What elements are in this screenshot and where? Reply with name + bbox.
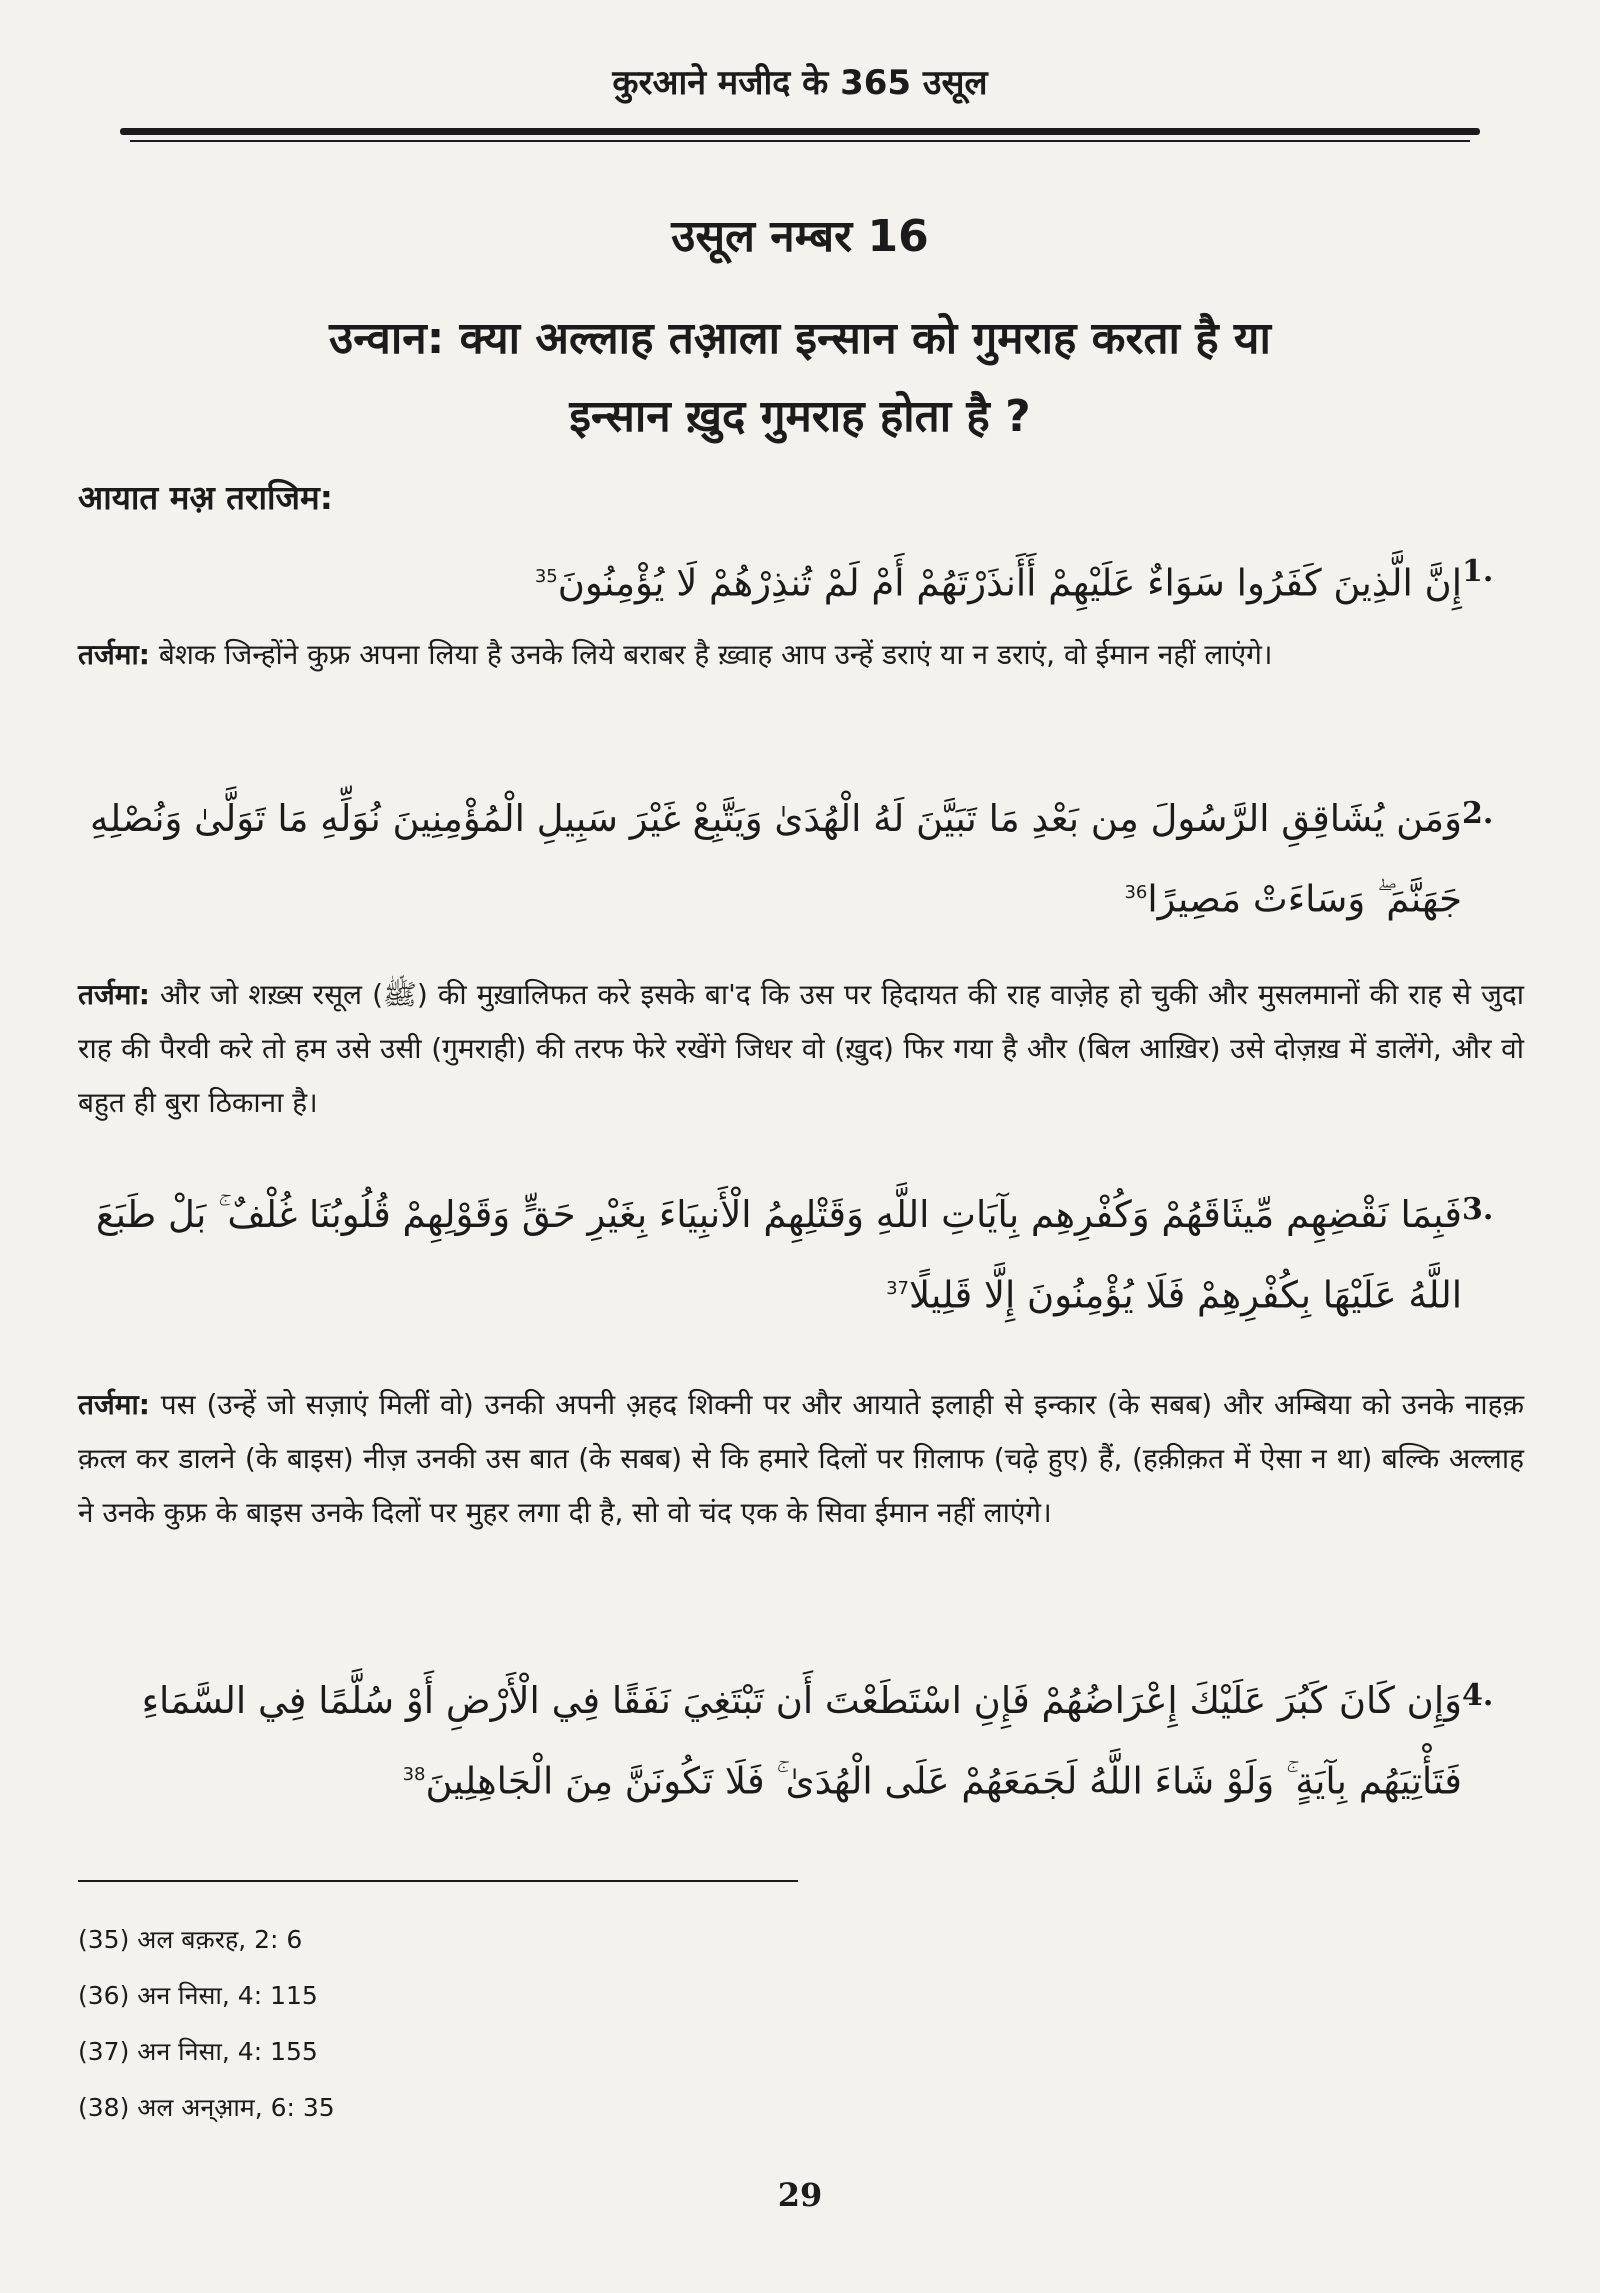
ayah-arabic (78, 540, 1462, 620)
ayah-row (78, 782, 1524, 936)
ayah-arabic-text: إِنَّ الَّذِينَ كَفَرُوا سَوَاءٌ عَلَيْهِمْ أَأَنذَرْتَهُمْ أَمْ لَمْ تُنذِرْهُمْ لَا يُؤْمِنُونَ (557, 561, 1462, 605)
ayah-number: 3. (1462, 1192, 1494, 1227)
chapter-title (140, 300, 1460, 456)
tarjama-text: बेशक जिन्होंने कुफ्र अपना लिया है उनके लिये बराबर है ख़्वाह आप उन्हें डराएं या न डराएं, वो ईमान नहीं लाएंगे। (158, 638, 1273, 671)
ayah-arabic-text: وَإِن كَانَ كَبُرَ عَلَيْكَ إِعْرَاضُهُمْ فَإِنِ اسْتَطَعْتَ أَن تَبْتَغِيَ نَفَقًا فِي الْأَرْضِ أَوْ سُلَّمًا فِي السَّمَاءِ فَتَأْتِيَهُم بِآيَةٍ ۚ وَلَوْ شَاءَ اللَّهُ لَجَمَعَهُمْ عَلَى الْهُدَىٰ ۚ فَلَا تَكُونَنَّ مِنَ الْجَاهِلِينَ (141, 1679, 1462, 1803)
header-rule-thin (130, 140, 1470, 142)
ayah-arabic (78, 782, 1462, 936)
footnote-35: (35) अल बक़रह, 2: 6 (78, 1925, 303, 1954)
footnote-ref: 36 (1124, 882, 1148, 903)
tarjama-text: पस (उन्हें जो सज़ाएं मिलीं वो) उनकी अपनी अ़हद शिक्नी पर और आयाते इलाही से इन्कार (के सबब) और अम्बिया को उनके नाहक़ क़त्ल कर डालने (के बाइस) नीज़ उनकी उस बात (के सबब) से कि हमारे दिलों पर ग़िलाफ (चढ़े हुए) हैं, (हक़ीक़त में ऐसा न था) बल्कि अल्लाह ने उनके कुफ्र के बाइस उनके दिलों पर मुहर लगा दी है, सो वो चंद एक के सिवा ईमान नहीं लाएंगे। (78, 1388, 1524, 1529)
chapter-title-line-1: उन्वान: क्या अल्लाह तआ़ला इन्सान को गुमराह करता है या (329, 313, 1271, 364)
footnote-ref: 38 (402, 1764, 426, 1785)
tarjama-label: तर्जमा: (78, 1388, 150, 1421)
tarjama-2 (78, 968, 1524, 1130)
footnotes (78, 1912, 335, 2136)
ayah-row (78, 540, 1524, 620)
chapter-number: उसूल नम्बर 16 (671, 211, 929, 262)
footnote-ref: 37 (886, 1278, 909, 1299)
ayah-number: 2. (1462, 796, 1494, 831)
tarjama-label: तर्जमा: (78, 638, 150, 671)
running-title: कुरआने मजीद के 365 उसूल (612, 63, 988, 103)
chapter-title-line-2: इन्सान ख़ुद गुमराह होता है ? (569, 391, 1031, 442)
footnote-37: (37) अन निसा, 4: 155 (78, 2037, 318, 2066)
ayah-row (78, 1178, 1524, 1332)
ayah-row (78, 1664, 1524, 1818)
header-rule-thick (120, 128, 1480, 135)
ayah-arabic (78, 1178, 1462, 1332)
footnote-38: (38) अल अन्आ़म, 6: 35 (78, 2093, 335, 2122)
ayah-arabic-text: وَمَن يُشَاقِقِ الرَّسُولَ مِن بَعْدِ مَا تَبَيَّنَ لَهُ الْهُدَىٰ وَيَتَّبِعْ غَيْرَ سَبِيلِ الْمُؤْمِنِينَ نُوَلِّهِ مَا تَوَلَّىٰ وَنُصْلِهِ جَهَنَّمَ ۖ وَسَاءَتْ مَصِيرًا (90, 797, 1462, 921)
footnote-ref: 35 (534, 566, 558, 587)
ayah-number: 1. (1462, 554, 1494, 589)
tarjama-label: तर्जमा: (78, 978, 150, 1011)
section-heading: आयात मअ़ तराजिम: (78, 478, 333, 517)
verse-1 (78, 540, 1524, 620)
ayah-arabic (78, 1664, 1462, 1818)
page-number: 29 (777, 2176, 823, 2214)
verse-2 (78, 782, 1524, 936)
ayah-arabic-text: فَبِمَا نَقْضِهِم مِّيثَاقَهُمْ وَكُفْرِهِم بِآيَاتِ اللَّهِ وَقَتْلِهِمُ الْأَنبِيَاءَ بِغَيْرِ حَقٍّ وَقَوْلِهِمْ قُلُوبُنَا غُلْفٌ ۚ بَلْ طَبَعَ اللَّهُ عَلَيْهَا بِكُفْرِهِمْ فَلَا يُؤْمِنُونَ إِلَّا قَلِيلًا (95, 1193, 1462, 1317)
tarjama-text: और जो शख़्स रसूल (ﷺ) की मुख़ालिफत करे इसके बा'द कि उस पर हिदायत की राह वाज़ेह हो चुकी और मुसलमानों की राह से जुदा राह की पैरवी करे तो हम उसे उसी (गुमराही) की तरफ फेरे रखेंगे जिधर वो (ख़ुद) फिर गया है और (बिल आख़िर) उसे दोज़ख़ में डालेंगे, और वो बहुत ही बुरा ठिकाना है। (78, 978, 1524, 1119)
footnote-36: (36) अन निसा, 4: 115 (78, 1981, 318, 2010)
verse-3 (78, 1178, 1524, 1332)
verse-4 (78, 1664, 1524, 1818)
tarjama-3 (78, 1378, 1524, 1540)
footnote-rule (78, 1880, 798, 1882)
tarjama-1 (78, 628, 1524, 682)
ayah-number: 4. (1462, 1678, 1494, 1713)
